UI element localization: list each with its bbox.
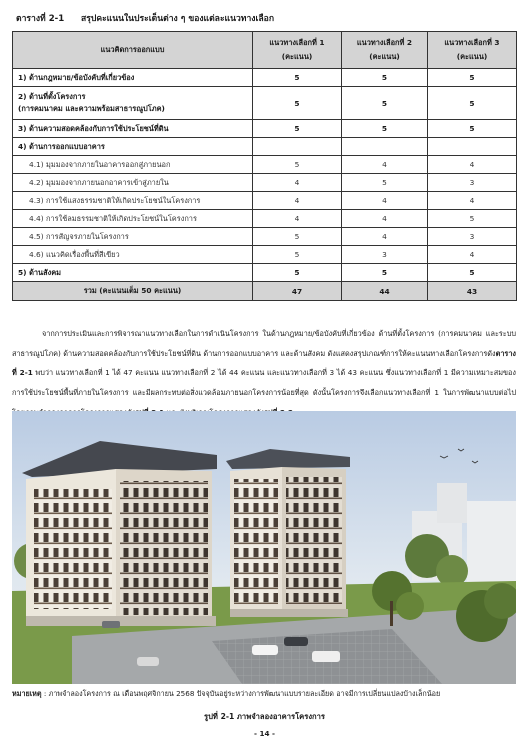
table-header-row [13,32,517,69]
score-cell: 5 [428,120,517,138]
note-label: หมายเหตุ [12,689,42,698]
table-row [13,174,517,192]
table-row [13,192,517,210]
table-row [13,156,517,174]
table-row [13,69,517,87]
total-cell: 44 [342,282,428,301]
total-row [13,282,517,301]
score-cell: 3 [428,228,517,246]
figure-caption: รูปที่ 2-1 ภาพจำลองอาคารโครงการ [204,712,325,721]
score-cell: 5 [253,120,342,138]
total-cell: 43 [428,282,517,301]
row-label: 4) ด้านการออกแบบอาคาร [13,138,253,156]
image-note [12,689,440,700]
score-cell: 4 [253,174,342,192]
row-label: 4.4) การใช้ลมธรรมชาติให้เกิดประโยชน์ในโครงการ [13,210,253,228]
score-cell: 5 [428,210,517,228]
table-row [13,228,517,246]
row-label: 4.1) มุมมองจากภายในอาคารออกสู่ภายนอก [13,156,253,174]
score-cell: 5 [342,87,428,120]
score-cell: 5 [342,264,428,282]
total-label: รวม (คะแนนเต็ม 50 คะแนน) [13,282,253,301]
table-row [13,138,517,156]
score-cell: 4 [428,246,517,264]
score-cell: 5 [428,264,517,282]
score-cell: 4 [428,156,517,174]
row-label: 4.2) มุมมองจากภายนอกอาคารเข้าสู่ภายใน [13,174,253,192]
page-number: - 14 - [254,729,275,738]
table-reference: ตารางที่ 2-1 [12,348,516,378]
score-cell: 5 [342,69,428,87]
score-cell: 5 [253,87,342,120]
row-label: 3) ด้านความสอดคล้องกับการใช้ประโยชน์ที่ดิน [13,120,253,138]
score-cell: 5 [253,264,342,282]
score-cell: 5 [253,246,342,264]
total-cell: 47 [253,282,342,301]
header-alt-3: แนวทางเลือกที่ 3 (คะแนน) [428,32,517,69]
score-cell: 5 [428,69,517,87]
score-cell: 4 [342,228,428,246]
score-cell: 5 [253,228,342,246]
row-label: 1) ด้านกฎหมาย/ข้อบังคับที่เกี่ยวข้อง [13,69,253,87]
score-cell: 5 [253,69,342,87]
score-cell: 5 [342,174,428,192]
body-paragraph: จากการประเมินและการพิจารณาแนวทางเลือกในการดำเนินโครงการ ในด้านกฎหมาย/ข้อบังคับที่เกี่ยวข้อง ด้านที่ตั้งโครงการ (การคมนาคม และระบบสาธารณูปโภค) ด้านความสอดคล้องกับการใช้ประโยชน์ที่ดิน ด้านการออกแบบอาคาร และด้านสังคม ดังแสดงสรุปเกณฑ์การให้คะแนนทางเลือกโครงการดังตารางที่ 2-1 พบว่า แนวทางเลือกที่ 1 ได้ 47 คะแนน แนวทางเลือกที่ 2 ได้ 44 คะแนน และแนวทางเลือกที่ 3 ได้ 43 คะแนน ซึ่งแนวทางเลือกที่ 1 มีความเหมาะสมของการใช้ประโยชน์พื้นที่ภายในโครงการ และมีผลกระทบต่อสิ่งแวดล้อมภายนอกโครงการน้อยที่สุด ดังนั้นโครงการจึงเลือกแนวทางเลือกที่ 1 ในการพัฒนาแบบต่อไป [12,324,516,423]
score-cell: 4 [342,192,428,210]
score-table [12,31,517,301]
header-criteria: แนวคิดการออกแบบ [13,32,253,69]
table-caption-label: ตารางที่ 2-1 [16,14,65,24]
row-label: 4.6) แนวคิดเรื่องพื้นที่สีเขียว [13,246,253,264]
score-cell: 4 [342,156,428,174]
score-cell: 4 [253,192,342,210]
table-caption-title: สรุปคะแนนในประเด็นต่าง ๆ ของแต่ละแนวทางเลือก [81,14,275,24]
note-text: : ภาพจำลองโครงการ ณ เดือนพฤศจิกายน 2568 ปัจจุบันอยู่ระหว่างการพัฒนาแบบรายละเอียด อาจมีการเปลี่ยนแปลงบ้างเล็กน้อย [41,689,441,698]
table-row [13,264,517,282]
row-label: 2) ด้านที่ตั้งโครงการ (การคมนาคม และความพร้อมสาธารณูปโภค) [13,87,253,120]
header-alt-1: แนวทางเลือกที่ 1 (คะแนน) [253,32,342,69]
row-label: 4.3) การใช้แสงธรรมชาติให้เกิดประโยชน์ในโครงการ [13,192,253,210]
row-sublabel: (การคมนาคม และความพร้อมสาธารณูปโภค) [18,104,165,113]
score-cell: 4 [342,210,428,228]
header-alt-2: แนวทางเลือกที่ 2 (คะแนน) [342,32,428,69]
row-label: 5) ด้านสังคม [13,264,253,282]
score-cell: 3 [428,174,517,192]
score-cell: 5 [253,156,342,174]
table-caption [16,11,274,25]
score-cell: 4 [253,210,342,228]
table-row [13,246,517,264]
table-row [13,120,517,138]
score-cell: 5 [428,87,517,120]
row-label: 4.5) การสัญจรภายในโครงการ [13,228,253,246]
table-row [13,210,517,228]
table-row [13,87,517,120]
building-rendering [12,411,516,684]
score-cell: 5 [342,120,428,138]
score-cell: 4 [428,192,517,210]
score-cell: 3 [342,246,428,264]
